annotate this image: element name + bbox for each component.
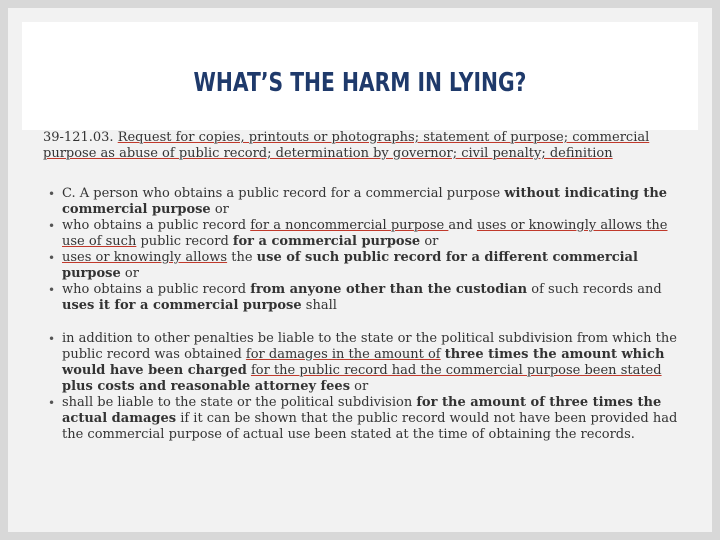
bold-text: three times the amount which would have been charged: [62, 347, 665, 378]
bullet-text: C. A person who obtains a public record for a commercial purpose: [62, 186, 505, 201]
bullet-item: [43, 331, 683, 395]
bold-text: for a commercial purpose: [232, 234, 421, 249]
bullet-text: in addition to other penalties be liable to the state or the political subdivision from which the public record was obtained: [62, 331, 677, 362]
underlined-text: uses or knowingly allows: [62, 250, 228, 265]
statute-intro: [43, 130, 683, 162]
bullet-text: who obtains a public record: [62, 282, 251, 297]
bullet-text: or: [210, 202, 229, 217]
slide-body: [43, 130, 683, 443]
underlined-text: for damages in the amount of: [245, 347, 441, 362]
bullet-item: [43, 395, 683, 443]
title-box: [22, 22, 698, 130]
bullet-text: shall: [301, 298, 337, 313]
underlined-text: uses or knowingly allows the use of such: [62, 218, 668, 249]
bullet-item: [43, 250, 683, 282]
bullet-text: who obtains a public record: [62, 218, 251, 233]
bullet-text: shall be liable to the state or the political subdivision: [62, 395, 417, 410]
bold-text: use of such public record for a different commercial purpose: [62, 250, 638, 281]
bullet-text: or: [120, 266, 139, 281]
bold-text: plus costs and reasonable attorney fees: [62, 379, 351, 394]
bullet-list-2: [43, 331, 683, 443]
statute-number: 39-121.03.: [43, 130, 114, 145]
bullet-item: [43, 186, 683, 218]
underlined-text: for the public record had the commercial purpose been stated: [250, 363, 662, 378]
bullet-text: of such records and: [527, 282, 662, 297]
bullet-text: if it can be shown that the public record would not have been provided had the commercial purpose of actual use been stated at the time of obtaining the records.: [62, 411, 678, 442]
bold-text: for the amount of three times the actual damages: [62, 395, 662, 426]
bold-text: without indicating the commercial purpose: [62, 186, 668, 217]
bullet-item: [43, 282, 683, 314]
underlined-text: for a noncommercial purpose: [250, 218, 449, 233]
slide-title: WHAT’S THE HARM IN LYING?: [193, 68, 527, 98]
bullet-item: [43, 218, 683, 250]
bullet-text: public record: [136, 234, 233, 249]
bullet-text: or: [350, 379, 369, 394]
bold-text: from anyone other than the custodian: [250, 282, 528, 297]
bullet-list-1: [43, 186, 683, 314]
bullet-text: or: [420, 234, 439, 249]
bullet-text: the: [227, 250, 257, 265]
bullet-text: and: [448, 218, 477, 233]
statute-heading: Request for copies, printouts or photographs; statement of purpose; commercial purpose as abuse of public record; determination by governor; civil penalty; definition: [43, 130, 650, 161]
bold-text: uses it for a commercial purpose: [62, 298, 302, 313]
